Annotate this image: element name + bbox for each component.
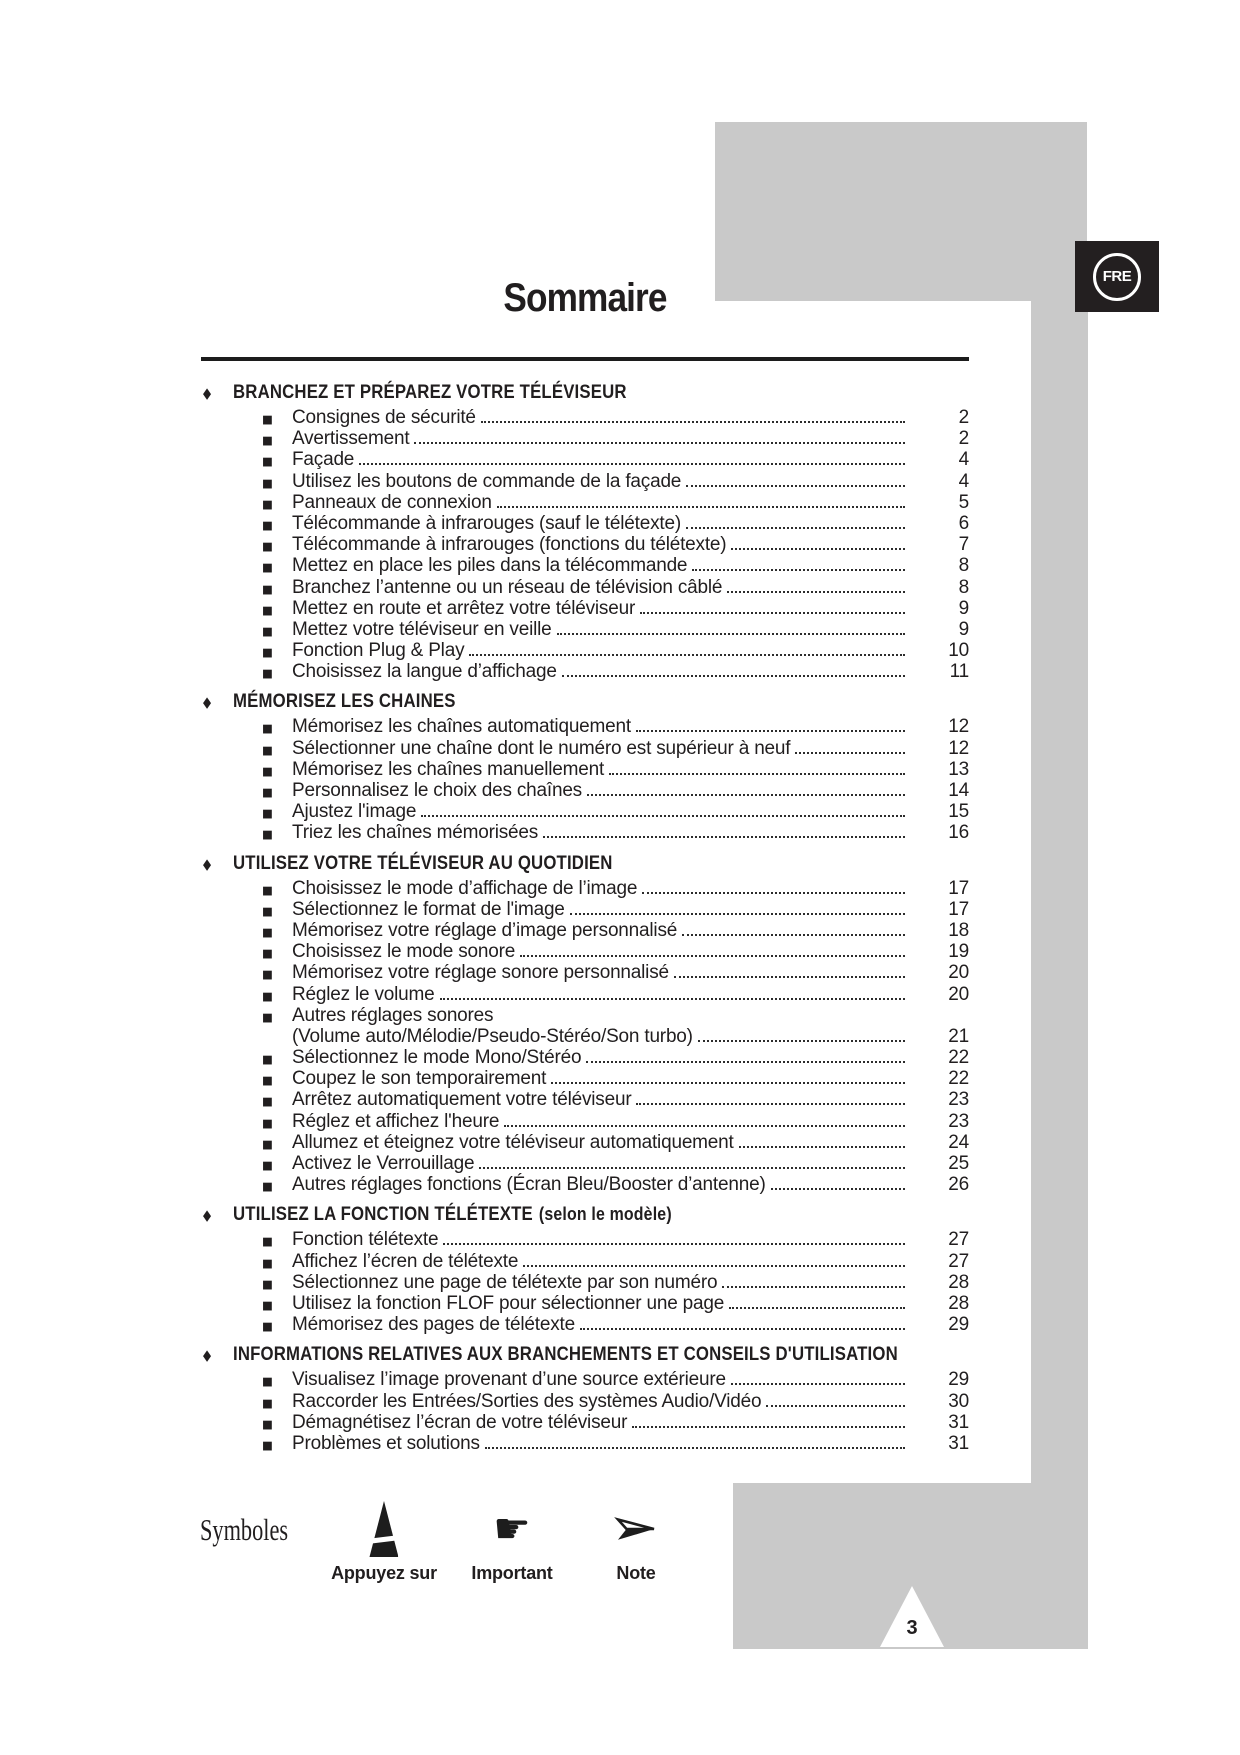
square-bullet-icon: ■: [262, 1255, 273, 1270]
dot-leader: [729, 1307, 905, 1309]
toc-entry: [201, 1251, 969, 1272]
toc-entry-page: 2: [958, 407, 969, 428]
toc-entry: [201, 920, 969, 941]
toc-entry-label: Fonction télétexte: [292, 1229, 439, 1251]
toc-entry-label: Utilisez les boutons de commande de la façade: [292, 470, 682, 492]
square-bullet-icon: ■: [262, 645, 273, 660]
dot-leader: [485, 1447, 905, 1449]
toc-entry: [201, 449, 969, 470]
toc-entry: [201, 1314, 969, 1335]
toc-entry: [201, 738, 969, 759]
square-bullet-icon: ■: [262, 412, 273, 426]
pointing-hand-icon: ☛: [493, 1504, 531, 1553]
toc-entry-page: 28: [948, 1271, 969, 1293]
toc-entry-page: 10: [948, 640, 969, 662]
toc-entry-page: 9: [958, 597, 969, 619]
toc-entry-page: 25: [948, 1153, 969, 1174]
toc-entry-page: 8: [958, 576, 969, 598]
square-bullet-icon: ■: [262, 454, 273, 469]
square-bullet-icon: ■: [262, 1276, 273, 1291]
toc-entry-label: Utilisez la fonction FLOF pour sélectionner une page: [292, 1292, 725, 1314]
square-bullet-icon: ■: [262, 666, 273, 681]
dot-leader: [642, 892, 905, 894]
toc-entry: [201, 598, 969, 619]
toc-entry-page: 2: [958, 428, 969, 450]
fre-circle-icon: [1093, 253, 1141, 301]
page-title: Sommaire: [503, 276, 667, 320]
square-bullet-icon: ■: [262, 1073, 273, 1088]
top-gray-decoration: [715, 122, 1087, 301]
toc-entry: [201, 941, 969, 962]
toc-entry: [201, 1293, 969, 1314]
symbol-press-label: Appuyez sur: [331, 1563, 437, 1583]
toc-entry-label: Ajustez l'image: [292, 801, 417, 823]
dot-leader: [414, 442, 905, 444]
square-bullet-icon: ■: [262, 1319, 273, 1334]
language-badge-label: FRE: [1102, 268, 1132, 285]
section-title: UTILISEZ LA FONCTION TÉLÉTEXTE: [233, 1203, 533, 1226]
toc-entry-page: 27: [948, 1229, 969, 1251]
section-title-text: [233, 690, 456, 713]
dot-leader: [692, 569, 905, 571]
dot-leader: [479, 1167, 905, 1169]
toc-entry-continuation: [201, 1026, 969, 1047]
toc-entry-page: 13: [948, 758, 969, 780]
square-bullet-icon: ■: [262, 806, 273, 821]
toc-entry-page: 22: [948, 1068, 969, 1090]
section-title: MÉMORISEZ LES CHAINES: [233, 690, 456, 713]
toc-entry: [201, 619, 969, 640]
toc-entry: [201, 962, 969, 983]
square-bullet-icon: ■: [262, 924, 273, 939]
toc-entry-label: Télécommande à infrarouges (fonctions du télétexte): [292, 534, 727, 556]
toc-entry-label: Mettez en place les piles dans la télécommande: [292, 555, 688, 577]
toc-entry-page: 14: [948, 780, 969, 801]
toc-entry: [201, 1229, 969, 1250]
square-bullet-icon: ■: [262, 1374, 273, 1389]
square-bullet-icon: ■: [262, 967, 273, 982]
dot-leader: [443, 1243, 905, 1245]
square-bullet-icon: ■: [262, 517, 273, 532]
toc-entry-label: Mémorisez votre réglage d’image personnalisé: [292, 919, 678, 941]
language-badge: [1075, 241, 1159, 312]
toc-entry-label: Sélectionner une chaîne dont le numéro est supérieur à neuf: [292, 737, 791, 759]
square-bullet-icon: ■: [262, 623, 273, 638]
dot-leader: [682, 934, 905, 936]
toc-entry-page: 6: [958, 512, 969, 534]
square-bullet-icon: ■: [262, 1136, 273, 1151]
symbols-label: Symboles: [200, 1512, 289, 1547]
toc-entry: [201, 801, 969, 822]
toc-entry-label: Sélectionnez une page de télétexte par son numéro: [292, 1271, 718, 1293]
square-bullet-icon: ■: [262, 1297, 273, 1312]
toc-entry-page: 30: [948, 1390, 969, 1412]
toc-entry-page: 12: [948, 716, 969, 738]
toc-section: [201, 690, 969, 843]
toc-entry-label: Mettez votre téléviseur en veille: [292, 618, 552, 640]
toc-entry: [201, 1412, 969, 1433]
toc-entry: [201, 1174, 969, 1195]
toc-entry-label: Mémorisez votre réglage sonore personnalisé: [292, 962, 669, 984]
dot-leader: [421, 815, 905, 817]
toc-entry-label: Affichez l’écren de télétexte: [292, 1250, 519, 1272]
toc-entry-label: Autres réglages fonctions (Écran Bleu/Booster d’antenne): [292, 1174, 766, 1196]
toc-entry: [201, 822, 969, 843]
square-bullet-icon: ■: [262, 1158, 273, 1172]
toc-entry-page: 28: [948, 1292, 969, 1314]
dot-leader: [698, 1040, 905, 1042]
square-bullet-icon: ■: [262, 1009, 273, 1024]
dot-leader: [543, 836, 905, 838]
dot-leader: [587, 794, 905, 796]
symbol-note: [613, 1500, 659, 1584]
toc-entry-page: 24: [948, 1131, 969, 1153]
section-title: INFORMATIONS RELATIVES AUX BRANCHEMENTS ET CONSEILS D'UTILISATION: [233, 1343, 898, 1366]
toc-entry: [201, 577, 969, 598]
toc-entry-label: Avertissement: [292, 428, 410, 450]
dot-leader: [520, 955, 905, 957]
section-title: BRANCHEZ ET PRÉPAREZ VOTRE TÉLÉVISEUR: [233, 381, 627, 403]
square-bullet-icon: ■: [262, 1052, 273, 1067]
toc-entry-page: 20: [948, 983, 969, 1005]
diamond-bullet-icon: ◆: [203, 693, 212, 712]
toc-section: [201, 1343, 969, 1454]
dot-leader: [731, 1383, 905, 1385]
square-bullet-icon: ■: [262, 946, 273, 961]
square-bullet-icon: ■: [262, 496, 273, 511]
title-rule: [201, 357, 969, 361]
dot-leader: [557, 633, 905, 635]
toc-entry-page: 23: [948, 1110, 969, 1132]
diamond-bullet-icon: ◆: [203, 1206, 212, 1225]
toc-entry-page: 23: [948, 1089, 969, 1111]
dot-leader: [359, 463, 905, 465]
section-title-suffix: (selon le modèle): [538, 1203, 672, 1225]
table-of-contents: [201, 381, 969, 1454]
toc-entry-label: Personnalisez le choix des chaînes: [292, 780, 582, 801]
dot-leader: [636, 1103, 905, 1105]
toc-entry-page: 19: [948, 941, 969, 963]
toc-entry-page: 12: [948, 737, 969, 759]
symbol-press: [331, 1500, 437, 1584]
dot-leader: [640, 612, 905, 614]
toc-entry-label: Démagnétisez l’écran de votre téléviseur: [292, 1411, 628, 1433]
square-bullet-icon: ■: [262, 602, 273, 617]
toc-entry-label: Mettez en route et arrêtez votre téléviseur: [292, 597, 636, 619]
toc-entry: [201, 513, 969, 534]
toc-entry-page: 29: [948, 1369, 969, 1391]
toc-entry: [201, 759, 969, 780]
toc-entry-page: 26: [948, 1174, 969, 1196]
dot-leader: [586, 1061, 905, 1063]
toc-entry: [201, 661, 969, 682]
section-title-text: [233, 1203, 672, 1226]
dot-leader: [609, 773, 905, 775]
toc-entry: [201, 640, 969, 661]
toc-entry: [201, 1272, 969, 1293]
toc-entry-page: 18: [948, 919, 969, 941]
section-header: [201, 1343, 969, 1365]
section-title-text: [233, 852, 613, 875]
toc-entry: [201, 1433, 969, 1454]
square-bullet-icon: ■: [262, 1416, 273, 1431]
section-title-text: [233, 1343, 898, 1366]
toc-entry: [201, 492, 969, 513]
dot-leader: [722, 1286, 905, 1288]
square-bullet-icon: ■: [262, 475, 273, 490]
toc-entry: [201, 407, 969, 428]
dot-leader: [727, 591, 905, 593]
square-bullet-icon: ■: [262, 763, 273, 778]
dot-leader: [562, 675, 905, 677]
square-bullet-icon: ■: [262, 1437, 273, 1452]
square-bullet-icon: ■: [262, 433, 273, 448]
toc-entry: [201, 1369, 969, 1390]
diamond-bullet-icon: ◆: [203, 854, 212, 873]
square-bullet-icon: ■: [262, 827, 273, 842]
dot-leader: [551, 1082, 905, 1084]
toc-entry-label: Problèmes et solutions: [292, 1432, 480, 1454]
toc-entry: [201, 534, 969, 555]
toc-section: [201, 852, 969, 1196]
dot-leader: [481, 421, 905, 423]
dot-leader: [739, 1146, 905, 1148]
toc-entry-page: 5: [958, 491, 969, 513]
dot-leader: [497, 506, 905, 508]
toc-entry: [201, 555, 969, 576]
dot-leader: [686, 527, 905, 529]
toc-entry: [201, 1005, 969, 1026]
press-triangle-icon: [369, 1501, 398, 1557]
toc-entry-page: 7: [958, 534, 969, 556]
square-bullet-icon: ■: [262, 539, 273, 554]
toc-entry-label: Allumez et éteignez votre téléviseur automatiquement: [292, 1131, 734, 1153]
toc-entry: [201, 1153, 969, 1174]
bottom-gray-decoration: [733, 1483, 1088, 1649]
toc-entry-page: 4: [958, 470, 969, 492]
diamond-bullet-icon: ◆: [203, 384, 212, 402]
toc-section: [201, 381, 969, 682]
toc-entry-label: Triez les chaînes mémorisées: [292, 822, 539, 844]
toc-entry-label: Fonction Plug & Play: [292, 640, 465, 662]
dot-leader: [771, 1188, 905, 1190]
toc-entry: [201, 1132, 969, 1153]
toc-entry-page: 22: [948, 1047, 969, 1069]
dot-leader: [731, 548, 905, 550]
symbol-important-label: Important: [471, 1563, 553, 1583]
toc-entry-page: 9: [958, 618, 969, 640]
toc-entry-page: 17: [948, 877, 969, 899]
toc-entry: [201, 878, 969, 899]
square-bullet-icon: ■: [262, 903, 273, 918]
toc-entry-label: Façade: [292, 449, 355, 471]
dot-leader: [469, 654, 905, 656]
toc-entry-label: Sélectionnez le format de l'image: [292, 898, 565, 920]
toc-entry-label: Choisissez le mode d’affichage de l’image: [292, 877, 638, 899]
toc-entry-page: 31: [948, 1432, 969, 1454]
toc-entry-page: 15: [948, 801, 969, 823]
toc-entry-label: Panneaux de connexion: [292, 491, 492, 513]
toc-entry-page: 11: [949, 661, 969, 683]
square-bullet-icon: ■: [262, 882, 273, 897]
toc-entry-page: 4: [958, 449, 969, 471]
dot-leader: [580, 1328, 905, 1330]
square-bullet-icon: ■: [262, 721, 273, 736]
toc-entry: [201, 428, 969, 449]
toc-entry-page: 29: [948, 1314, 969, 1336]
dot-leader: [440, 998, 905, 1000]
toc-section: [201, 1203, 969, 1335]
toc-entry-label: Autres réglages sonores: [292, 1004, 494, 1026]
square-bullet-icon: ■: [262, 1115, 273, 1130]
toc-entry-label: Arrêtez automatiquement votre téléviseur: [292, 1089, 632, 1111]
section-header: [201, 690, 969, 712]
toc-entry: [201, 780, 969, 801]
toc-entry-label: Choisissez la langue d’affichage: [292, 661, 557, 683]
toc-entry-label: Visualisez l’image provenant d’une source extérieure: [292, 1369, 726, 1391]
toc-entry: [201, 984, 969, 1005]
square-bullet-icon: ■: [262, 1234, 273, 1249]
section-title: UTILISEZ VOTRE TÉLÉVISEUR AU QUOTIDIEN: [233, 851, 613, 874]
toc-entry-label: Raccorder les Entrées/Sorties des systèmes Audio/Vidéo: [292, 1390, 762, 1412]
toc-entry: [201, 1391, 969, 1412]
dot-leader: [766, 1405, 905, 1407]
toc-entry-label: Consignes de sécurité: [292, 407, 476, 428]
toc-entry-label: Mémorisez des pages de télétexte: [292, 1314, 575, 1336]
toc-entry-label: Activez le Verrouillage: [292, 1153, 475, 1174]
toc-entry: [201, 716, 969, 737]
square-bullet-icon: ■: [262, 1179, 273, 1194]
square-bullet-icon: ■: [262, 581, 273, 596]
toc-entry: [201, 899, 969, 920]
toc-entry-label: Sélectionnez le mode Mono/Stéréo: [292, 1047, 582, 1069]
toc-entry-label: Mémorisez les chaînes automatiquement: [292, 716, 631, 738]
toc-entry: [201, 1089, 969, 1110]
note-arrow-icon: [613, 1516, 659, 1543]
dot-leader: [504, 1125, 905, 1127]
square-bullet-icon: ■: [262, 560, 273, 575]
toc-entry-page: 21: [948, 1025, 969, 1047]
symbol-note-label: Note: [616, 1563, 656, 1583]
section-title-text: [233, 381, 627, 404]
toc-entry-page: 17: [948, 898, 969, 920]
dot-leader: [636, 730, 905, 732]
section-header: [201, 852, 969, 874]
dot-leader: [795, 752, 905, 754]
diamond-bullet-icon: ◆: [203, 1346, 212, 1365]
dot-leader: [523, 1265, 905, 1267]
square-bullet-icon: ■: [262, 1094, 273, 1109]
dot-leader: [674, 976, 905, 978]
symbols-legend: [200, 1500, 720, 1610]
square-bullet-icon: ■: [262, 742, 273, 757]
toc-entry-label: Choisissez le mode sonore: [292, 941, 516, 963]
toc-entry-page: 31: [948, 1411, 969, 1433]
section-header: [201, 381, 969, 403]
toc-entry: [201, 1111, 969, 1132]
toc-entry-label: Télécommande à infrarouges (sauf le télétexte): [292, 512, 681, 534]
square-bullet-icon: ■: [262, 785, 273, 799]
toc-entry-page: 16: [948, 822, 969, 844]
dot-leader: [632, 1426, 905, 1428]
toc-entry-page: 27: [948, 1250, 969, 1272]
toc-entry: [201, 1068, 969, 1089]
toc-entry-label: Mémorisez les chaînes manuellement: [292, 758, 605, 780]
toc-entry-label: Réglez le volume: [292, 983, 435, 1005]
section-header: [201, 1203, 969, 1225]
toc-entry-label: Réglez et affichez l'heure: [292, 1110, 500, 1132]
toc-entry-label: Coupez le son temporairement: [292, 1068, 547, 1090]
square-bullet-icon: ■: [262, 1395, 273, 1410]
dot-leader: [570, 913, 905, 915]
toc-entry-page: 8: [958, 555, 969, 577]
symbol-important: [471, 1500, 552, 1584]
toc-entry-page: 20: [948, 962, 969, 984]
toc-entry: [201, 471, 969, 492]
toc-entry: [201, 1047, 969, 1068]
right-gray-strip-decoration: [1031, 300, 1088, 1485]
square-bullet-icon: ■: [262, 988, 273, 1003]
toc-entry-label-line2: (Volume auto/Mélodie/Pseudo-Stéréo/Son turbo): [292, 1025, 693, 1047]
toc-entry-label: Branchez l’antenne ou un réseau de télévision câblé: [292, 576, 723, 598]
dot-leader: [686, 485, 905, 487]
page-number: 3: [906, 1617, 918, 1639]
